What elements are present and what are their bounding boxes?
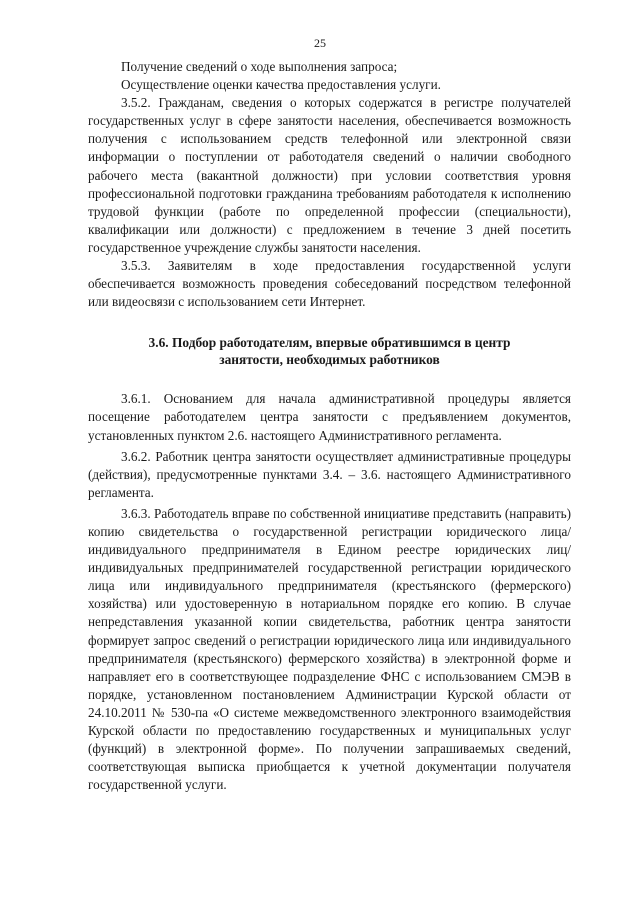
- page-number: 25: [314, 36, 326, 50]
- section-heading-3-6: 3.6. Подбор работодателям, впервые обратившимся в центр занятости, необходимых работников: [148, 335, 511, 368]
- paragraph-3-5-3: 3.5.3. Заявителям в ходе предоставления государственной услуги обеспечивается возможность проведения собеседований посредством телефонной или видеосвязи с использованием сети Интернет.: [88, 258, 571, 310]
- document-body: [88, 58, 571, 794]
- paragraph-3-6-2: 3.6.2. Работник центра занятости осуществляет административные процедуры (действия), предусмотренные пунктами 3.4. – 3.6. настоящего Административного регламента.: [88, 448, 571, 500]
- paragraph-3-5-2: 3.5.2. Гражданам, сведения о которых содержатся в регистре получателей государственных услуг в сфере занятости населения, обеспечивается возможность получения с использованием средств телефонной или электронной связи информации о поступлении от работодателя сведений о наличии свободного рабочего места (вакантной должности) при условии соответствия уровня профессиональной подготовки гражданина требованиям работодателя к исполнению трудовой функции (работе по определенной профессии (специальности), квалификации или должности) с предложением в течение 3 дней посетить государственное учреждение службы занятости населения.: [88, 95, 571, 255]
- paragraph-3-6-1: 3.6.1. Основанием для начала административной процедуры является посещение работодателем центра занятости с предъявлением документов, установленных пунктом 2.6. настоящего Административного регламента.: [88, 391, 571, 443]
- paragraph-3-6-3: 3.6.3. Работодатель вправе по собственной инициативе представить (направить) копию свидетельства о государственной регистрации юридического лица/индивидуального предпринимателя в Едином реестре юридических лиц/индивидуальных предпринимателей государственной регистрации юридического лица или индивидуального предпринимателя (крестьянского (фермерского) хозяйства) или удостоверенную в нотариальном порядке его копию. В случае непредставления указанной копии свидетельства, работник центра занятости формирует запрос сведений о регистрации юридического лица или индивидуального предпринимателя (крестьянского) фермерского хозяйства) в электронной форме и направляет его в соответствующее подразделение ФНС с использованием СМЭВ в порядке, установленном постановлением Администрации Курской области от 24.10.2011 № 530-па «О системе межведомственного электронного взаимодействия Курской области по предоставлению государственных и муниципальных услуг (функций) в электронной форме». По получении запрашиваемых сведений, соответствующая выписка приобщается к учетной документации получателя государственной услуги.: [88, 505, 571, 793]
- paragraph-quality-assessment: Осуществление оценки качества предоставления услуги.: [121, 77, 441, 93]
- paragraph-request-status: Получение сведений о ходе выполнения запроса;: [121, 59, 398, 74]
